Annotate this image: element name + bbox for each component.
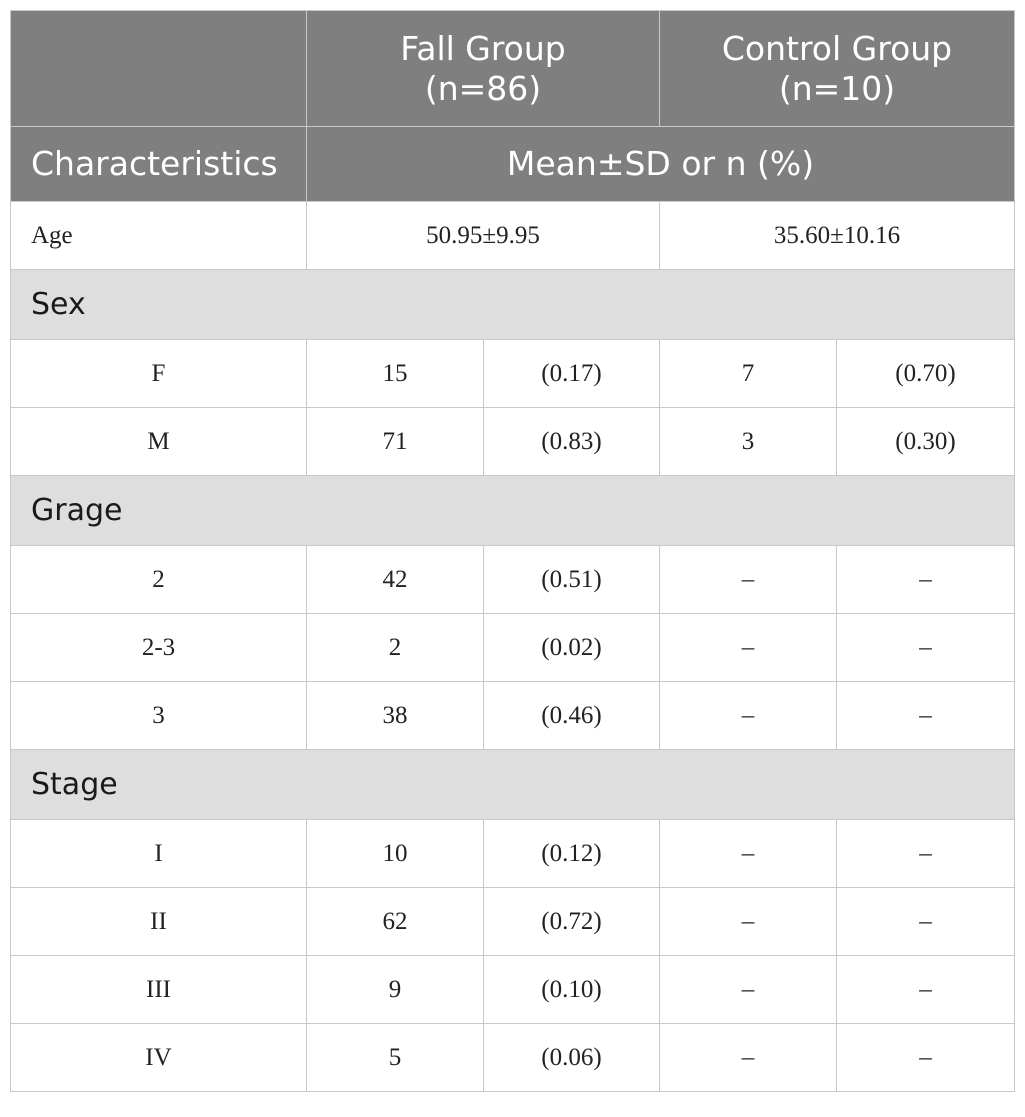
cell-label: F bbox=[11, 340, 307, 408]
cell-label: 2 bbox=[11, 546, 307, 614]
cell-fall-n: 38 bbox=[307, 682, 484, 750]
table-row bbox=[11, 614, 1015, 682]
cell-ctrl-n: – bbox=[660, 614, 837, 682]
characteristics-header: Characteristics bbox=[11, 127, 307, 202]
cell-ctrl-pct: – bbox=[837, 1024, 1015, 1092]
cell-fall-pct: (0.51) bbox=[484, 546, 660, 614]
cell-fall-pct: (0.46) bbox=[484, 682, 660, 750]
cell-label: II bbox=[11, 888, 307, 956]
table-row bbox=[11, 888, 1015, 956]
cell-fall-pct: (0.02) bbox=[484, 614, 660, 682]
age-label: Age bbox=[11, 202, 307, 270]
cell-ctrl-pct: – bbox=[837, 888, 1015, 956]
fall-group-n: (n=86) bbox=[424, 68, 542, 108]
cell-ctrl-n: – bbox=[660, 820, 837, 888]
cell-fall-pct: (0.12) bbox=[484, 820, 660, 888]
cell-fall-pct: (0.83) bbox=[484, 408, 660, 476]
cell-fall-n: 15 bbox=[307, 340, 484, 408]
table-row bbox=[11, 956, 1015, 1024]
group-header-row bbox=[11, 11, 1015, 127]
section-row bbox=[11, 476, 1015, 546]
cell-ctrl-pct: – bbox=[837, 682, 1015, 750]
section-row bbox=[11, 750, 1015, 820]
cell-fall-n: 10 bbox=[307, 820, 484, 888]
sub-header-row bbox=[11, 127, 1015, 202]
cell-ctrl-pct: – bbox=[837, 546, 1015, 614]
cell-fall-n: 2 bbox=[307, 614, 484, 682]
table-row bbox=[11, 820, 1015, 888]
cell-ctrl-n: 7 bbox=[660, 340, 837, 408]
fall-group-name: Fall Group bbox=[400, 28, 566, 68]
age-fall-value: 50.95±9.95 bbox=[307, 202, 660, 270]
cell-fall-pct: (0.06) bbox=[484, 1024, 660, 1092]
cell-fall-pct: (0.10) bbox=[484, 956, 660, 1024]
cell-ctrl-n: – bbox=[660, 888, 837, 956]
cell-fall-n: 5 bbox=[307, 1024, 484, 1092]
table-row bbox=[11, 546, 1015, 614]
cell-fall-pct: (0.17) bbox=[484, 340, 660, 408]
cell-ctrl-n: – bbox=[660, 546, 837, 614]
section-title: Stage bbox=[11, 750, 1015, 820]
cell-ctrl-pct: – bbox=[837, 614, 1015, 682]
empty-header-cell bbox=[11, 11, 307, 127]
cell-ctrl-pct: (0.30) bbox=[837, 408, 1015, 476]
control-group-header bbox=[660, 11, 1015, 127]
cell-ctrl-pct: – bbox=[837, 956, 1015, 1024]
cell-label: M bbox=[11, 408, 307, 476]
control-group-n: (n=10) bbox=[778, 68, 896, 108]
control-group-name: Control Group bbox=[721, 28, 953, 68]
characteristics-table bbox=[10, 10, 1015, 1092]
cell-ctrl-n: – bbox=[660, 1024, 837, 1092]
table-row bbox=[11, 682, 1015, 750]
age-row bbox=[11, 202, 1015, 270]
cell-fall-n: 71 bbox=[307, 408, 484, 476]
cell-label: IV bbox=[11, 1024, 307, 1092]
cell-ctrl-pct: – bbox=[837, 820, 1015, 888]
section-row bbox=[11, 270, 1015, 340]
cell-ctrl-pct: (0.70) bbox=[837, 340, 1015, 408]
section-title: Sex bbox=[11, 270, 1015, 340]
cell-label: 3 bbox=[11, 682, 307, 750]
fall-group-header bbox=[307, 11, 660, 127]
section-title: Grage bbox=[11, 476, 1015, 546]
cell-fall-n: 62 bbox=[307, 888, 484, 956]
cell-ctrl-n: – bbox=[660, 956, 837, 1024]
table-row bbox=[11, 1024, 1015, 1092]
table-row bbox=[11, 340, 1015, 408]
stat-header: Mean±SD or n (%) bbox=[307, 127, 1015, 202]
cell-fall-n: 9 bbox=[307, 956, 484, 1024]
age-control-value: 35.60±10.16 bbox=[660, 202, 1015, 270]
cell-ctrl-n: – bbox=[660, 682, 837, 750]
table-row bbox=[11, 408, 1015, 476]
cell-label: I bbox=[11, 820, 307, 888]
cell-fall-pct: (0.72) bbox=[484, 888, 660, 956]
cell-label: 2-3 bbox=[11, 614, 307, 682]
cell-label: III bbox=[11, 956, 307, 1024]
cell-fall-n: 42 bbox=[307, 546, 484, 614]
cell-ctrl-n: 3 bbox=[660, 408, 837, 476]
